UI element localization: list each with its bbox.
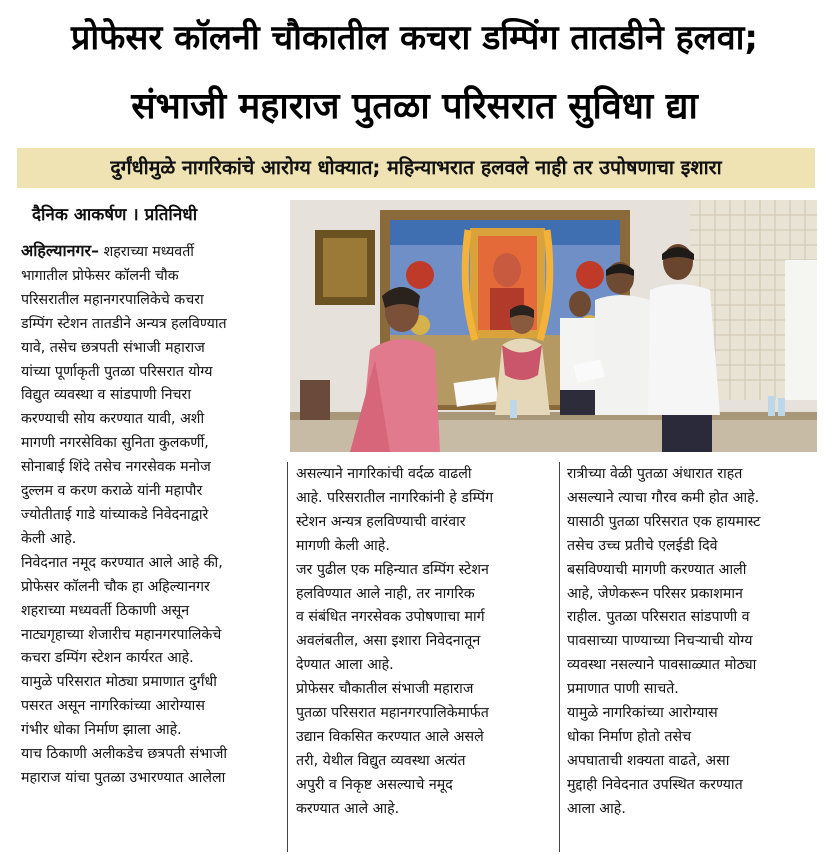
column-1-line: ज्योतीताई गाडे यांच्याकडे निवेदनाद्वारे <box>21 506 209 523</box>
article-column-2 <box>296 463 554 822</box>
column-3-line: रात्रीच्या वेळी पुतळा अंधारात राहत <box>567 466 743 482</box>
column-3-line: प्रमाणात पाणी साचते. <box>567 681 679 698</box>
column-1-line: महाराज यांचा पुतळा उभारण्यात आलेला <box>21 769 226 786</box>
column-1-line: नाट्यगृहाच्या शेजारीच महानगरपालिकेचे <box>21 626 222 643</box>
column-3-line: यासाठी पुतळा परिसरात एक हायमास्ट <box>567 513 761 530</box>
column-3-line: आला आहे. <box>567 800 626 817</box>
column-2-line: देण्यात आला आहे. <box>296 657 394 674</box>
column-1-line: सोनाबाई शिंदे तसेच नगरसेवक मनोज <box>21 459 211 476</box>
column-1-line: विद्युत व्यवस्था व सांडपाणी निचरा <box>21 387 192 404</box>
column-2-line: पुतळा परिसरात महानगरपालिकेमार्फत <box>296 705 489 722</box>
column-3-line: यामुळे नागरिकांच्या आरोग्यास <box>567 705 718 722</box>
column-1-line: यावे, तसेच छत्रपती संभाजी महाराज <box>21 339 205 356</box>
headline-line-2: संभाजी महाराज पुतळा परिसरात सुविधा द्या <box>131 86 698 127</box>
article-column-3 <box>567 463 817 822</box>
column-3-line: व्यवस्था नसल्याने पावसाळ्यात मोठ्या <box>567 657 757 674</box>
column-1-line: दुल्लम व करण कराळे यांनी महापौर <box>21 483 203 500</box>
column-3-line: तसेच उच्च प्रतीचे एलईडी दिवे <box>567 537 718 554</box>
column-3-line: बसविण्याची मागणी करण्यात आली <box>567 561 747 578</box>
column-2-line: उद्यान विकसित करण्यात आले असले <box>296 728 484 745</box>
column-1-line: याच ठिकाणी अलीकडेच छत्रपती संभाजी <box>21 746 228 763</box>
column-2-line: करण्यात आले आहे. <box>296 800 400 817</box>
column-1-line: प्रोफेसर कॉलनी चौक हा अहिल्यानगर <box>21 578 210 595</box>
column-3-line: धोका निर्माण होतो तसेच <box>567 728 692 745</box>
dateline: अहिल्यानगर– <box>21 241 100 260</box>
article-column-1 <box>21 239 283 791</box>
column-2-line: अपुरी व निकृष्ट असल्याचे नमूद <box>296 776 453 793</box>
column-1-line: शहराच्या मध्यवर्ती <box>103 244 194 260</box>
column-3-line: आहे, जेणेकरून परिसर प्रकाशमान <box>567 585 743 602</box>
column-1-line: परिसरातील महानगरपालिकेचे कचरा <box>21 291 204 308</box>
column-divider <box>559 462 560 852</box>
column-1-line: यामुळे परिसरात मोठ्या प्रमाणात दुर्गंधी <box>21 674 217 691</box>
column-1-line: डम्पिंग स्टेशन तातडीने अन्यत्र हलविण्यात <box>21 315 227 332</box>
column-2-line: व संबंधित नगरसेवक उपोषणाचा मार्ग <box>296 609 485 626</box>
column-1-line: केली आहे. <box>21 530 77 547</box>
column-2-line: प्रोफेसर चौकातील संभाजी महाराज <box>296 681 474 698</box>
headline-line-1: प्रोफेसर कॉलनी चौकातील कचरा डम्पिंग तातडीने हलवा; <box>70 18 759 58</box>
column-1-line: निवेदनात नमूद करण्यात आले आहे की, <box>21 554 223 571</box>
column-1-line: कचरा डम्पिंग स्टेशन कार्यरत आहे. <box>21 650 194 667</box>
column-2-line: आहे. परिसरातील नागरिकांनी हे डम्पिंग <box>296 489 494 506</box>
column-1-line: भागातील प्रोफेसर कॉलनी चौक <box>21 267 179 284</box>
column-2-line: स्टेशन अन्यत्र हलविण्याची वारंवार <box>296 513 466 530</box>
column-2-line: जर पुढील एक महिन्यात डम्पिंग स्टेशन <box>296 561 489 578</box>
column-2-line: असल्याने नागरिकांची वर्दळ वाढली <box>296 466 472 482</box>
column-1-line: मागणी नगरसेविका सुनिता कुलकर्णी, <box>21 435 209 452</box>
column-1-line: पसरत असून नागरिकांच्या आरोग्यास <box>21 698 205 715</box>
news-photo <box>290 200 817 452</box>
column-1-line: करण्याची सोय करण्यात यावी, अशी <box>21 411 205 428</box>
column-3-line: मुद्दाही निवेदनात उपस्थित करण्यात <box>567 776 743 793</box>
column-2-line: मागणी केली आहे. <box>296 537 390 554</box>
subheadline: दुर्गंधीमुळे नागरिकांचे आरोग्य धोक्यात; महिन्याभरात हलवले नाही तर उपोषणाचा इशारा <box>17 148 815 188</box>
column-3-line: राहील. पुतळा परिसरात सांडपाणी व <box>567 609 750 626</box>
column-2-line: अवलंबतील, असा इशारा निवेदनातून <box>296 633 481 650</box>
column-3-line: अपघाताची शक्यता वाढते, असा <box>567 752 730 769</box>
column-1-line: यांच्या पूर्णाकृती पुतळा परिसरात योग्य <box>21 363 213 380</box>
column-1-line: गंभीर धोका निर्माण झाला आहे. <box>21 722 182 739</box>
column-2-line: तरी, येथील विद्युत व्यवस्था अत्यंत <box>296 752 466 769</box>
byline: दैनिक आकर्षण । प्रतिनिधी <box>32 205 198 225</box>
photo-illustration <box>290 200 817 452</box>
column-3-line: पावसाच्या पाण्याच्या निचऱ्याची योग्य <box>567 633 753 650</box>
column-2-line: हलविण्यात आले नाही, तर नागरिक <box>296 585 475 602</box>
column-1-first-line <box>21 239 283 265</box>
column-divider <box>287 462 288 852</box>
column-3-line: असल्याने त्याचा गौरव कमी होत आहे. <box>567 489 760 506</box>
column-1-line: शहराच्या मध्यवर्ती ठिकाणी असून <box>21 602 190 619</box>
